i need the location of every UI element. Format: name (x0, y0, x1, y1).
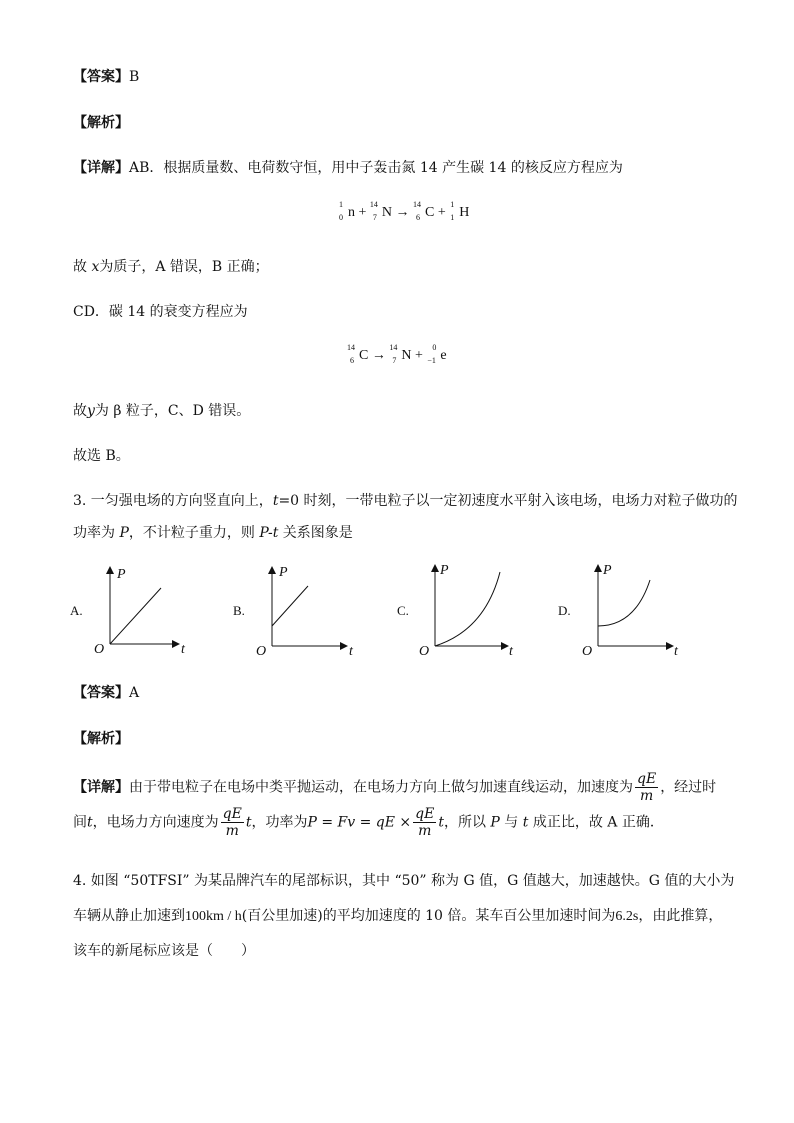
fraction-qE-over-m: $\frac{qE}{m}$ (415, 806, 435, 839)
answer-line-q2 (73, 66, 139, 86)
analysis-tag: 【解析】 (73, 115, 129, 131)
axis-x-label: t (509, 644, 513, 659)
answer-value: B (129, 69, 140, 85)
plus-sign: + (414, 348, 423, 363)
axis-x-label: t (181, 642, 185, 657)
answer-value: A (129, 685, 140, 701)
q3-stem-line1: 3. 一匀强电场的方向竖直向上，t=0 时刻，一带电粒子以一定初速度水平射入该电场，电场力对粒子做功的 (73, 493, 738, 509)
detail-line-q3-1: 【详解】由于带电粒子在电场中类平抛运动，在电场力方向上做匀加速直线运动，加速度为 $\frac{qE}{m}$ ，经过时 (73, 771, 717, 804)
nuclide-nitrogen: 14 7 N (389, 343, 412, 365)
nuclide-carbon: 14 6 C (413, 200, 435, 222)
plus-sign: + (437, 205, 446, 220)
answer-tag: 【答案】 (73, 685, 129, 701)
axis-x-label: t (674, 644, 678, 659)
graph-option-a[interactable] (70, 567, 186, 657)
detail-tag: 【详解】 (73, 779, 129, 796)
q4-stem-line3: 该车的新尾标应该是（ ） (73, 943, 255, 959)
nuclide-neutron: 1 0 n (339, 200, 355, 222)
detail-line-q3-2: 间t，电场力方向速度为 $\frac{qE}{m}$ t，功率为P = Fv = qE × $\frac{qE}{m}$ t，所以 P 与 t 成正比，故 A 正确． (73, 806, 664, 839)
cd-text: CD．碳 14 的衰变方程应为 (73, 304, 248, 320)
q4-stem-line2: 车辆从静止加速到100km / h(百公里加速)的平均加速度的 10 倍。某车百公里加速时间为6.2s，由此推算， (73, 908, 723, 924)
option-label-a: A. (70, 603, 83, 618)
nuclide-nitrogen: 14 7 N (369, 200, 393, 222)
nuclide-electron: 0 −1 e (427, 343, 447, 365)
option-label-d: D. (558, 603, 571, 618)
conclusion-x: 故 x为质子，A 错误，B 正确； (73, 259, 269, 275)
option-graphs (60, 560, 700, 665)
arrow: → (371, 348, 386, 363)
nuclide-hydrogen: 1 1 H (450, 200, 470, 222)
origin-label: O (256, 644, 267, 659)
axis-y-label: P (117, 567, 126, 582)
origin-label: O (582, 644, 593, 659)
nuclide-carbon: 14 6 C (347, 343, 369, 365)
choose-line: 故选 B。 (73, 448, 130, 464)
axis-y-label: P (279, 565, 288, 580)
analysis-tag: 【解析】 (73, 731, 129, 747)
plus-sign: + (358, 205, 367, 220)
detail-line-q2 (73, 157, 623, 177)
axis-x-label: t (349, 644, 353, 659)
axis-y-label: P (440, 563, 449, 578)
graph-option-c[interactable] (397, 563, 514, 659)
graph-option-d[interactable] (558, 563, 679, 659)
answer-tag: 【答案】 (73, 69, 129, 85)
axis-y-label: P (603, 563, 612, 578)
fraction-qE-over-m: $\frac{qE}{m}$ (637, 771, 657, 804)
answer-line-q3 (73, 682, 139, 702)
origin-label: O (94, 642, 105, 657)
q3-stem-line2: 功率为 P，不计粒子重力，则 P-t 关系图象是 (73, 525, 353, 541)
option-label-c: C. (397, 603, 409, 618)
conclusion-y: 故y为 β 粒子，C、D 错误。 (73, 403, 251, 419)
detail-text: AB．根据质量数、电荷数守恒，用中子轰击氮 14 产生碳 14 的核反应方程应为 (129, 160, 623, 176)
decay-equation (347, 343, 447, 365)
q4-stem-line1: 4. 如图 “50TFSI” 为某品牌汽车的尾部标识，其中 “50” 称为 G 值，G 值越大，加速越快。G 值的大小为 (73, 873, 735, 889)
arrow: → (395, 205, 410, 220)
origin-label: O (419, 644, 430, 659)
option-label-b: B. (233, 603, 245, 618)
fraction-qE-over-m: $\frac{qE}{m}$ (222, 806, 242, 839)
graph-option-b[interactable] (233, 565, 354, 659)
nuclear-equation-1 (338, 200, 470, 222)
detail-tag: 【详解】 (73, 160, 129, 176)
